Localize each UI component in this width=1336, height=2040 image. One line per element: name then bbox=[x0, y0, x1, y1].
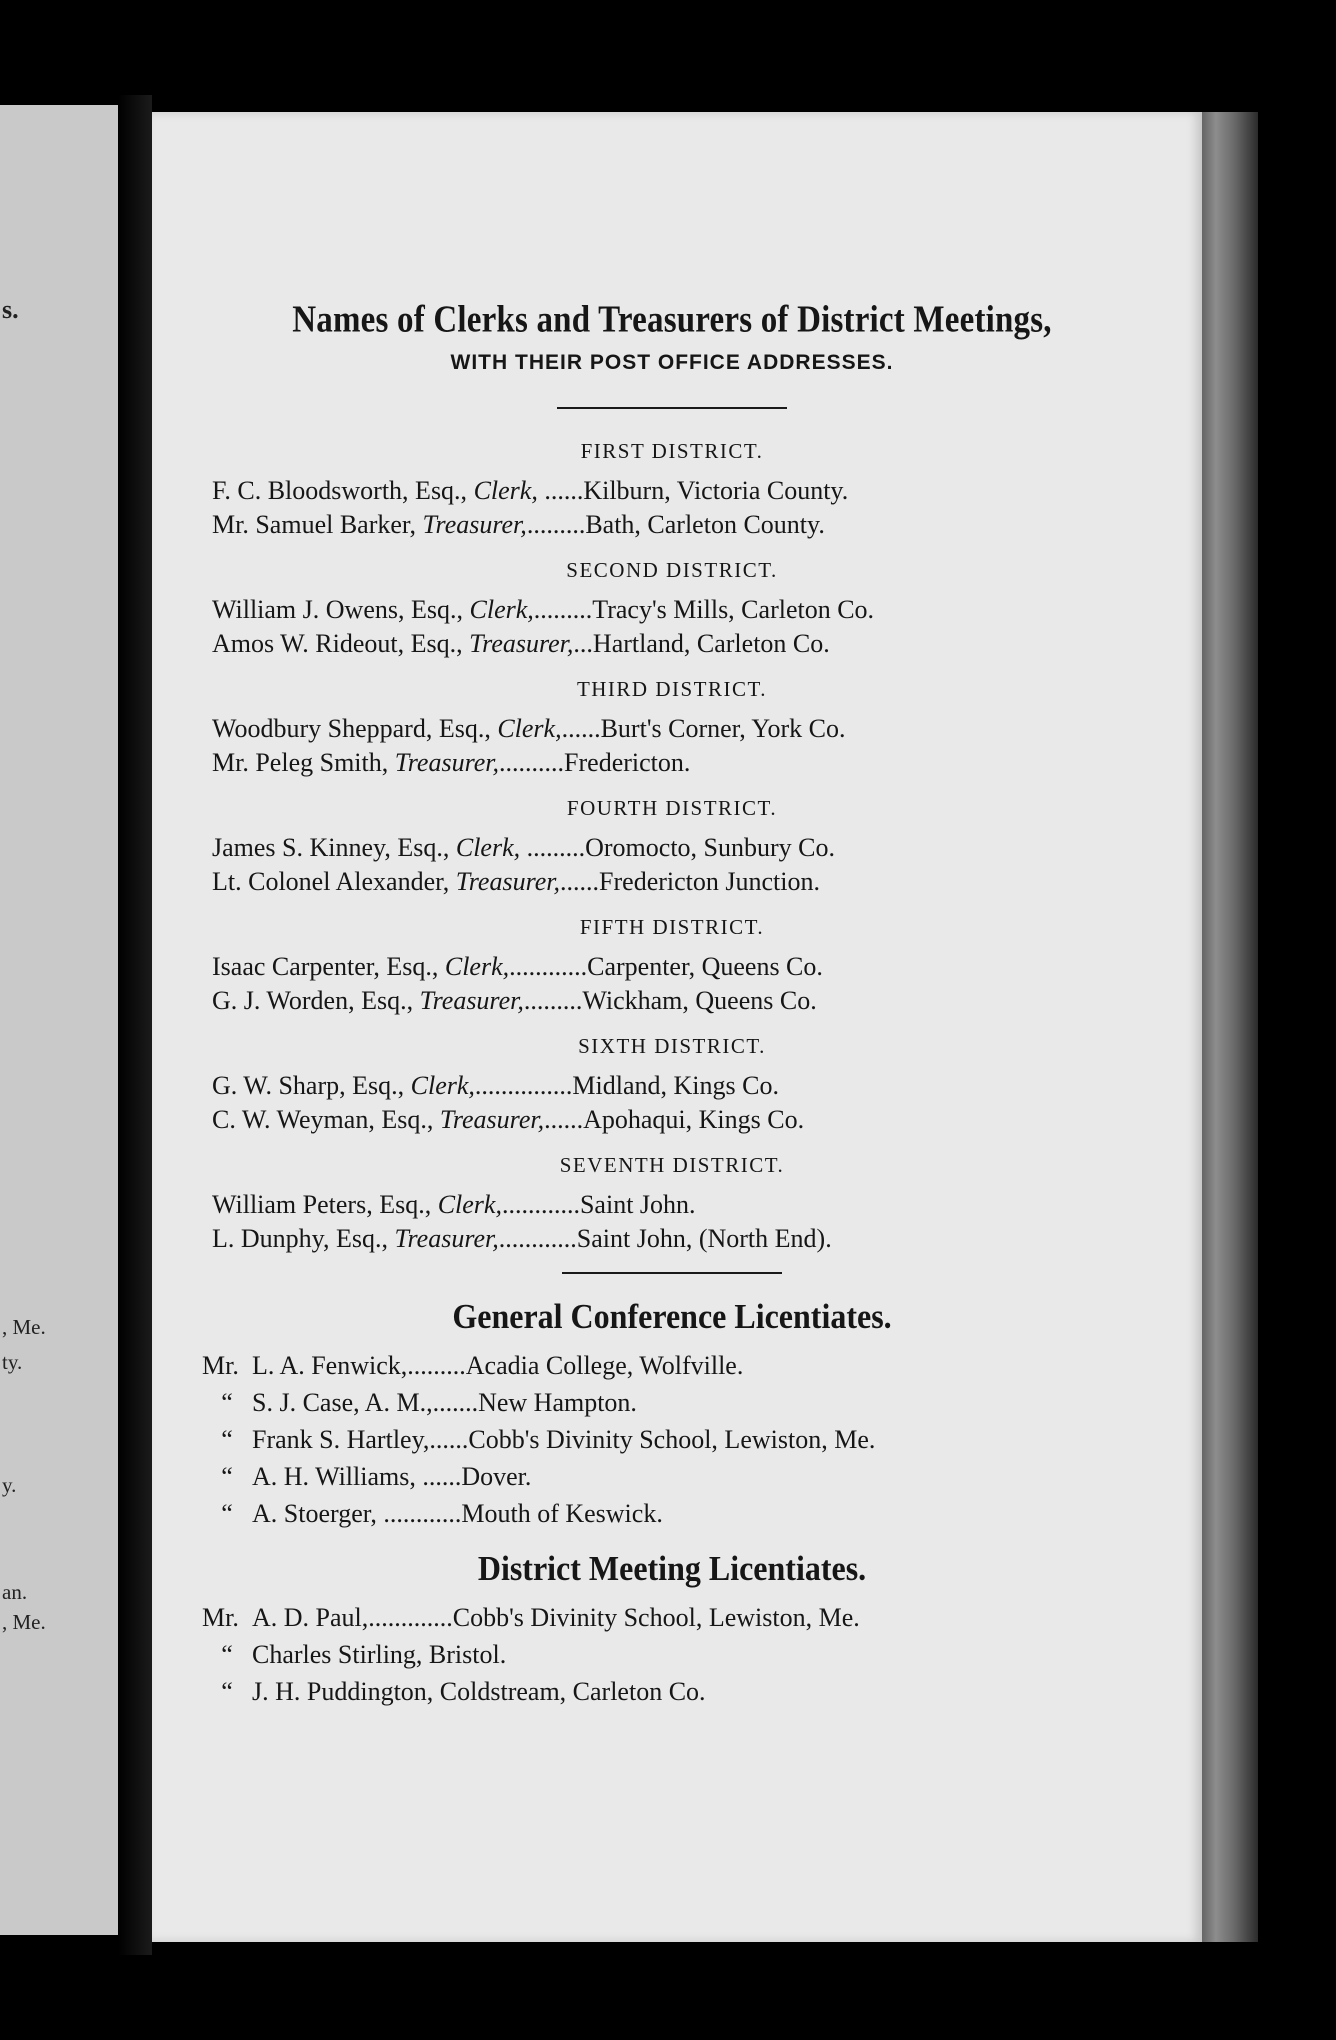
general-conference-list bbox=[202, 1347, 1142, 1532]
officer-entry bbox=[202, 1222, 1142, 1256]
left-page-fragment: an. bbox=[2, 1580, 28, 1604]
district-heading: FIFTH DISTRICT. bbox=[579, 915, 765, 939]
licentiate-entry bbox=[202, 1458, 1142, 1495]
divider-rule bbox=[557, 407, 787, 409]
book-gutter bbox=[118, 95, 152, 1955]
district-list bbox=[202, 439, 1142, 1256]
officer-role: Clerk, bbox=[455, 833, 521, 862]
officer-entry bbox=[202, 593, 1142, 627]
licentiate-entry bbox=[202, 1347, 1142, 1384]
officer-entry bbox=[202, 984, 1142, 1018]
divider-rule bbox=[562, 1272, 782, 1274]
post-office-address: Burt's Corner, York Co. bbox=[600, 714, 846, 743]
leader-dots: .......... bbox=[499, 748, 565, 777]
officer-entry bbox=[202, 1188, 1142, 1222]
page-title: Names of Clerks and Treasurers of District Meetings, bbox=[292, 299, 1052, 341]
leader-dots: ...... bbox=[560, 867, 600, 896]
district-meeting-list bbox=[202, 1599, 1142, 1710]
leader-dots: ............ bbox=[509, 952, 588, 981]
post-office-address: Wickham, Queens Co. bbox=[582, 986, 817, 1015]
officer-role: Treasurer, bbox=[419, 986, 524, 1015]
leader-dots: ............ bbox=[501, 1190, 580, 1219]
leader-dots: ............ bbox=[498, 1224, 577, 1253]
officer-role: Clerk, bbox=[444, 952, 510, 981]
district-heading: FOURTH DISTRICT. bbox=[566, 796, 778, 820]
officer-entry bbox=[202, 1069, 1142, 1103]
leader-dots: ............... bbox=[474, 1071, 573, 1100]
officer-role: Treasurer, bbox=[422, 510, 527, 539]
left-facing-page bbox=[0, 105, 124, 1935]
officer-role: Treasurer, bbox=[394, 1224, 499, 1253]
officer-role: Clerk, bbox=[497, 714, 562, 743]
leader-dots: ...... bbox=[537, 476, 584, 505]
licentiate-prefix: “ bbox=[221, 1640, 233, 1669]
licentiate-entry bbox=[202, 1495, 1142, 1532]
officer-entry bbox=[202, 950, 1142, 984]
officer-name: William J. Owens, Esq., bbox=[212, 595, 470, 624]
officer-name: F. C. Bloodsworth, Esq., bbox=[212, 476, 474, 505]
leader-dots: ......... bbox=[520, 833, 586, 862]
officer-role: Treasurer, bbox=[455, 867, 561, 896]
book-page bbox=[152, 112, 1202, 1942]
licentiate-entry bbox=[202, 1636, 1142, 1673]
post-office-address: Saint John, (North End). bbox=[576, 1224, 832, 1253]
district-heading: THIRD DISTRICT. bbox=[576, 677, 768, 701]
post-office-address: Fredericton Junction. bbox=[599, 867, 820, 896]
officer-name: Mr. Peleg Smith, bbox=[212, 748, 395, 777]
left-page-fragment: s. bbox=[2, 295, 19, 324]
leader-dots: ...... bbox=[544, 1105, 584, 1134]
licentiate-prefix: “ bbox=[221, 1677, 233, 1706]
post-office-address: Saint John. bbox=[579, 1190, 696, 1219]
post-office-address: Hartland, Carleton Co. bbox=[592, 629, 830, 658]
licentiate-text: Frank S. Hartley,......Cobb's Divinity School, Lewiston, Me. bbox=[252, 1425, 876, 1454]
post-office-address: Midland, Kings Co. bbox=[572, 1071, 779, 1100]
licentiate-prefix: “ bbox=[221, 1499, 233, 1528]
post-office-address: Tracy's Mills, Carleton Co. bbox=[592, 595, 875, 624]
licentiate-entry bbox=[202, 1421, 1142, 1458]
licentiate-prefix: “ bbox=[221, 1425, 233, 1454]
licentiate-entry bbox=[202, 1673, 1142, 1710]
district-heading: SEVENTH DISTRICT. bbox=[559, 1153, 785, 1177]
officer-name: James S. Kinney, Esq., bbox=[212, 833, 456, 862]
officer-entry bbox=[202, 831, 1142, 865]
licentiate-text: L. A. Fenwick,.........Acadia College, Wolfville. bbox=[252, 1351, 744, 1380]
post-office-address: Carpenter, Queens Co. bbox=[587, 952, 823, 981]
officer-name: Isaac Carpenter, Esq., bbox=[212, 952, 445, 981]
post-office-address: Fredericton. bbox=[564, 748, 691, 777]
officer-name: G. W. Sharp, Esq., bbox=[212, 1071, 411, 1100]
officer-role: Clerk, bbox=[437, 1190, 502, 1219]
officer-name: Lt. Colonel Alexander, bbox=[212, 867, 456, 896]
officer-name: G. J. Worden, Esq., bbox=[212, 986, 420, 1015]
licentiate-prefix: “ bbox=[221, 1388, 233, 1417]
licentiate-text: S. J. Case, A. M.,.......New Hampton. bbox=[252, 1388, 637, 1417]
officer-entry bbox=[202, 712, 1142, 746]
licentiate-text: J. H. Puddington, Coldstream, Carleton Co. bbox=[252, 1677, 706, 1706]
licentiate-text: A. D. Paul,.............Cobb's Divinity School, Lewiston, Me. bbox=[252, 1603, 860, 1632]
officer-role: Clerk, bbox=[473, 476, 538, 505]
officer-role: Clerk, bbox=[410, 1071, 475, 1100]
officer-name: L. Dunphy, Esq., bbox=[212, 1224, 395, 1253]
left-page-fragment: ty. bbox=[2, 1350, 23, 1374]
post-office-address: Apohaqui, Kings Co. bbox=[583, 1105, 805, 1134]
officer-entry bbox=[202, 508, 1142, 542]
officer-entry bbox=[202, 474, 1142, 508]
leader-dots: ......... bbox=[526, 510, 586, 539]
page-subtitle: WITH THEIR POST OFFICE ADDRESSES. bbox=[450, 351, 894, 374]
page-edge bbox=[1198, 112, 1258, 1942]
post-office-address: Kilburn, Victoria County. bbox=[583, 476, 849, 505]
licentiate-text: A. Stoerger, ............Mouth of Keswick. bbox=[252, 1499, 663, 1528]
leader-dots: ......... bbox=[533, 595, 593, 624]
officer-role: Clerk, bbox=[469, 595, 534, 624]
leader-dots: ... bbox=[573, 629, 593, 658]
officer-entry bbox=[202, 746, 1142, 780]
licentiate-text: Charles Stirling, Bristol. bbox=[252, 1640, 507, 1669]
post-office-address: Bath, Carleton County. bbox=[585, 510, 825, 539]
district-heading: SECOND DISTRICT. bbox=[566, 558, 778, 582]
licentiate-text: A. H. Williams, ......Dover. bbox=[252, 1462, 532, 1491]
page-content bbox=[202, 299, 1142, 1710]
general-conference-title: General Conference Licentiates. bbox=[452, 1296, 892, 1336]
officer-name: Mr. Samuel Barker, bbox=[212, 510, 423, 539]
officer-name: C. W. Weyman, Esq., bbox=[212, 1105, 440, 1134]
officer-entry bbox=[202, 1103, 1142, 1137]
officer-role: Treasurer, bbox=[394, 748, 500, 777]
officer-role: Treasurer, bbox=[439, 1105, 545, 1134]
left-page-fragment: y. bbox=[2, 1473, 17, 1497]
leader-dots: ...... bbox=[561, 714, 601, 743]
district-heading: FIRST DISTRICT. bbox=[580, 439, 764, 463]
left-page-fragment: , Me. bbox=[2, 1315, 46, 1339]
licentiate-prefix: Mr. bbox=[202, 1603, 239, 1632]
officer-role: Treasurer, bbox=[469, 629, 574, 658]
officer-entry bbox=[202, 627, 1142, 661]
officer-entry bbox=[202, 865, 1142, 899]
district-meeting-title: District Meeting Licentiates. bbox=[477, 1548, 867, 1588]
district-heading: SIXTH DISTRICT. bbox=[578, 1034, 766, 1058]
post-office-address: Oromocto, Sunbury Co. bbox=[585, 833, 836, 862]
officer-name: Amos W. Rideout, Esq., bbox=[212, 629, 470, 658]
leader-dots: ......... bbox=[523, 986, 583, 1015]
licentiate-prefix: Mr. bbox=[202, 1351, 239, 1380]
licentiate-prefix: “ bbox=[221, 1462, 233, 1491]
officer-name: Woodbury Sheppard, Esq., bbox=[212, 714, 498, 743]
officer-name: William Peters, Esq., bbox=[212, 1190, 438, 1219]
left-page-fragment: , Me. bbox=[2, 1610, 46, 1634]
licentiate-entry bbox=[202, 1599, 1142, 1636]
licentiate-entry bbox=[202, 1384, 1142, 1421]
